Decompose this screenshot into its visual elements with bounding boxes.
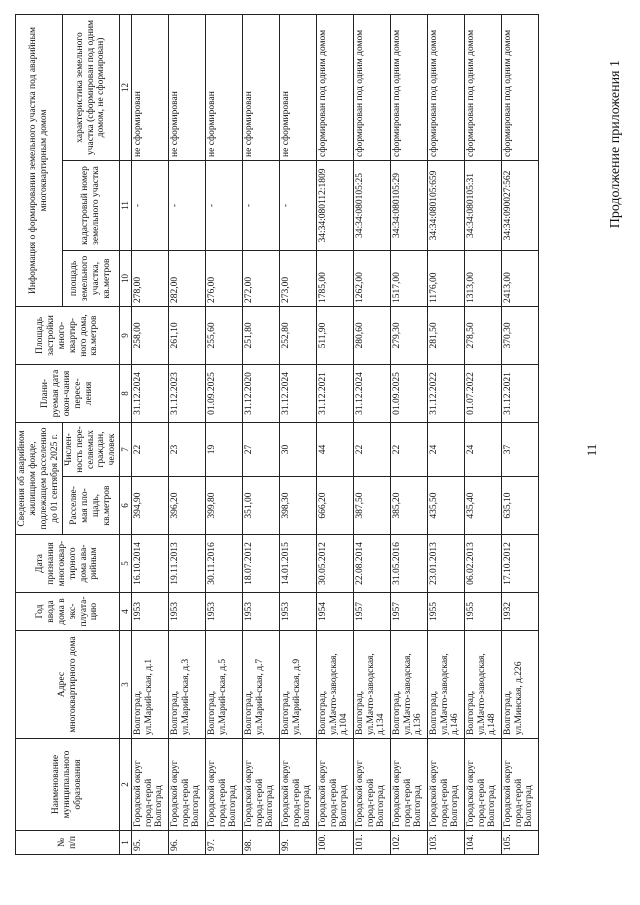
row-recognition-date: 19.11.2013 [168,535,205,593]
row-number: 101. [353,831,390,855]
table-body [131,14,538,854]
row-recognition-date: 06.02.2013 [464,535,501,593]
row-planned-date: 31.12.2023 [168,364,205,422]
row-land-area: 273,00 [279,250,316,306]
header-planned-date: Плани-руемая дата окон-чания пересе-ления [16,364,120,422]
row-municipality: Городской округ город-герой Волгоград [464,739,501,831]
row-planned-date: 01.07.2022 [464,364,501,422]
row-building-area: 251,80 [242,306,279,364]
row-resettled-area: 435,50 [427,477,464,535]
address-city: Волгоград, [243,690,254,735]
row-year: 1953 [242,593,279,631]
row-address [353,631,390,739]
row-planned-date: 31.12.2024 [279,364,316,422]
address-street: ул.Марий-ская, д.9 [291,658,302,735]
row-resettled-people: 23 [168,422,205,476]
row-land-area: 276,00 [205,250,242,306]
row-address [427,631,464,739]
row-land-status: не сформирован [131,14,168,160]
column-number: 5 [120,535,131,593]
row-recognition-date: 22.08.2014 [353,535,390,593]
row-number: 95. [131,831,168,855]
table-row [168,14,205,854]
row-year: 1957 [353,593,390,631]
address-street: ул.Мачто-заводская, д.136 [402,653,424,735]
row-resettled-people: 22 [353,422,390,476]
row-address [390,631,427,739]
row-resettled-area: 385,20 [390,477,427,535]
table-row [427,14,464,854]
column-number: 2 [120,739,131,831]
row-cadastral-number: 34:34:080105:31 [464,160,501,250]
column-number: 9 [120,306,131,364]
row-planned-date: 01.09.2025 [390,364,427,422]
column-number: 6 [120,477,131,535]
header-year: Год ввода дома в экс-плуата-цию [16,593,120,631]
row-number: 96. [168,831,205,855]
row-land-status: сформирован под одним домом [501,14,538,160]
row-municipality: Городской округ город-герой Волгоград [205,739,242,831]
row-address [242,631,279,739]
row-municipality: Городской округ город-герой Волгоград [279,739,316,831]
row-building-area: 370,30 [501,306,538,364]
row-land-area: 1313,00 [464,250,501,306]
row-number: 105. [501,831,538,855]
row-year: 1953 [205,593,242,631]
address-city: Волгоград, [206,690,217,735]
column-number: 3 [120,631,131,739]
table-row [390,14,427,854]
row-municipality: Городской округ город-герой Волгоград [390,739,427,831]
row-year: 1953 [279,593,316,631]
row-land-area: 1517,00 [390,250,427,306]
row-municipality: Городской округ город-герой Волгоград [501,739,538,831]
column-number: 7 [120,422,131,476]
row-cadastral-number: 34:34:080105:659 [427,160,464,250]
row-resettled-area: 435,40 [464,477,501,535]
table-row [501,14,538,854]
row-number: 99. [279,831,316,855]
row-number: 102. [390,831,427,855]
column-number: 4 [120,593,131,631]
row-address [501,631,538,739]
page-number: 11 [584,443,599,457]
address-street: ул.Мачто-заводская, д.134 [365,653,387,735]
row-year: 1953 [168,593,205,631]
row-number: 103. [427,831,464,855]
row-resettled-area: 635,10 [501,477,538,535]
column-number: 11 [120,160,131,250]
header-recognition-date: Дата признания многоквар-тирного дома ава-рийным [16,535,120,593]
header-land-group: Информация о формировании земельного участка под аварийным многоквартирным домом [16,14,63,306]
column-number: 10 [120,250,131,306]
row-land-status: не сформирован [242,14,279,160]
address-city: Волгоград, [502,690,513,735]
row-number: 98. [242,831,279,855]
continuation-title: Продолжение приложения 1 [608,60,623,229]
table-row [353,14,390,854]
row-land-area: 2413,00 [501,250,538,306]
row-resettled-people: 44 [316,422,353,476]
address-city: Волгоград, [317,690,328,735]
row-building-area: 279,30 [390,306,427,364]
row-resettled-people: 30 [279,422,316,476]
row-planned-date: 31.12.2021 [316,364,353,422]
header-emergency-group: Сведения об аварийном жилищном фонде, подлежащем расселению до 01 сентября 2025 г. [16,422,63,534]
row-cadastral-number: 34:34:090027:562 [501,160,538,250]
row-recognition-date: 17.10.2012 [501,535,538,593]
row-planned-date: 31.12.2021 [501,364,538,422]
row-planned-date: 31.12.2022 [427,364,464,422]
table-row [464,14,501,854]
row-land-status: не сформирован [279,14,316,160]
row-resettled-area: 351,00 [242,477,279,535]
address-city: Волгоград, [465,690,476,735]
row-land-area: 282,00 [168,250,205,306]
row-land-area: 1176,00 [427,250,464,306]
header-resettled-people: Числен-ность пере-селяемых граждан, человек [62,422,120,476]
row-building-area: 280,60 [353,306,390,364]
row-cadastral-number: - [168,160,205,250]
row-land-status: не сформирован [205,14,242,160]
row-recognition-date: 30.11.2016 [205,535,242,593]
address-street: ул.Мачто-заводская, д.146 [439,653,461,735]
address-street: ул.Минская, д.226 [513,661,524,735]
row-land-area: 278,00 [131,250,168,306]
row-address [168,631,205,739]
row-year: 1954 [316,593,353,631]
row-resettled-area: 399,80 [205,477,242,535]
row-municipality: Городской округ город-герой Волгоград [242,739,279,831]
row-land-status: сформирован под одним домом [353,14,390,160]
row-planned-date: 31.12.2020 [242,364,279,422]
row-resettled-area: 666,20 [316,477,353,535]
row-year: 1932 [501,593,538,631]
row-municipality: Городской округ город-герой Волгоград [131,739,168,831]
row-resettled-area: 396,20 [168,477,205,535]
row-recognition-date: 23.01.2013 [427,535,464,593]
column-number-row [120,14,131,854]
address-street: ул.Марий-ская, д.5 [217,658,228,735]
row-address [316,631,353,739]
address-city: Волгоград, [280,690,291,735]
row-municipality: Городской округ город-герой Волгоград [316,739,353,831]
row-address [205,631,242,739]
row-address [279,631,316,739]
row-cadastral-number: 34:34:080112:1809 [316,160,353,250]
row-year: 1953 [131,593,168,631]
row-resettled-people: 22 [390,422,427,476]
row-resettled-people: 24 [427,422,464,476]
table-row [131,14,168,854]
row-building-area: 511,90 [316,306,353,364]
table-row [279,14,316,854]
row-building-area: 252,80 [279,306,316,364]
address-street: ул.Мачто-заводская, д.104 [328,653,350,735]
table-row [316,14,353,854]
row-year: 1955 [427,593,464,631]
header-building-area: Площадь застройки много-квартир-ного дома, кв.метров [16,306,120,364]
header-number: № п/п [16,831,120,855]
row-planned-date: 31.12.2024 [131,364,168,422]
row-recognition-date: 14.01.2015 [279,535,316,593]
row-address [464,631,501,739]
row-year: 1955 [464,593,501,631]
address-street: ул.Марий-ская, д.1 [143,658,154,735]
row-land-status: сформирован под одним домом [316,14,353,160]
row-cadastral-number: 34:34:080105:29 [390,160,427,250]
row-resettled-area: 394,90 [131,477,168,535]
row-number: 104. [464,831,501,855]
row-cadastral-number: - [205,160,242,250]
row-resettled-people: 27 [242,422,279,476]
row-cadastral-number: - [242,160,279,250]
emergency-housing-table [15,14,539,855]
row-resettled-area: 398,30 [279,477,316,535]
row-recognition-date: 30.05.2012 [316,535,353,593]
row-year: 1957 [390,593,427,631]
row-land-status: сформирован под одним домом [427,14,464,160]
row-address [131,631,168,739]
header-address: Адрес многоквартирного дома [16,631,120,739]
address-city: Волгоград, [391,690,402,735]
row-cadastral-number: - [131,160,168,250]
address-street: ул.Марий-ская, д.7 [254,658,265,735]
address-city: Волгоград, [169,690,180,735]
row-cadastral-number: 34:34:080105:25 [353,160,390,250]
row-municipality: Городской округ город-герой Волгоград [427,739,464,831]
row-recognition-date: 16.10.2014 [131,535,168,593]
row-building-area: 258,00 [131,306,168,364]
row-building-area: 261,10 [168,306,205,364]
row-land-area: 1262,00 [353,250,390,306]
row-resettled-people: 37 [501,422,538,476]
header-municipality: Наименование муниципального образования [16,739,120,831]
row-number: 97. [205,831,242,855]
table-row [242,14,279,854]
row-recognition-date: 18.07.2012 [242,535,279,593]
column-number: 1 [120,831,131,855]
row-building-area: 281,50 [427,306,464,364]
address-street: ул.Марий-ская, д.3 [180,658,191,735]
row-planned-date: 01.09.2025 [205,364,242,422]
header-land-area: площадь земельного участка, кв.метров [62,250,120,306]
row-building-area: 255,60 [205,306,242,364]
row-resettled-people: 24 [464,422,501,476]
header-cadastral-number: кадастровый номер земельного участка [62,160,120,250]
row-planned-date: 31.12.2024 [353,364,390,422]
column-number: 8 [120,364,131,422]
row-land-status: не сформирован [168,14,205,160]
table-row [205,14,242,854]
row-municipality: Городской округ город-герой Волгоград [168,739,205,831]
row-resettled-people: 22 [131,422,168,476]
header-land-status: характеристика земельного участка (сформирован под одним домом, не сформирован) [62,14,120,160]
row-recognition-date: 31.05.2016 [390,535,427,593]
address-city: Волгоград, [428,690,439,735]
row-resettled-area: 387,50 [353,477,390,535]
row-land-status: сформирован под одним домом [464,14,501,160]
address-street: ул.Мачто-заводская, д.148 [476,653,498,735]
column-number: 12 [120,14,131,160]
row-land-area: 1785,00 [316,250,353,306]
row-building-area: 278,50 [464,306,501,364]
row-land-status: сформирован под одним домом [390,14,427,160]
header-resettled-area: Расселяе-мая пло-щадь, кв.метров [62,477,120,535]
address-city: Волгоград, [354,690,365,735]
row-municipality: Городской округ город-герой Волгоград [353,739,390,831]
row-number: 100. [316,831,353,855]
row-resettled-people: 19 [205,422,242,476]
row-land-area: 272,00 [242,250,279,306]
address-city: Волгоград, [132,690,143,735]
row-cadastral-number: - [279,160,316,250]
